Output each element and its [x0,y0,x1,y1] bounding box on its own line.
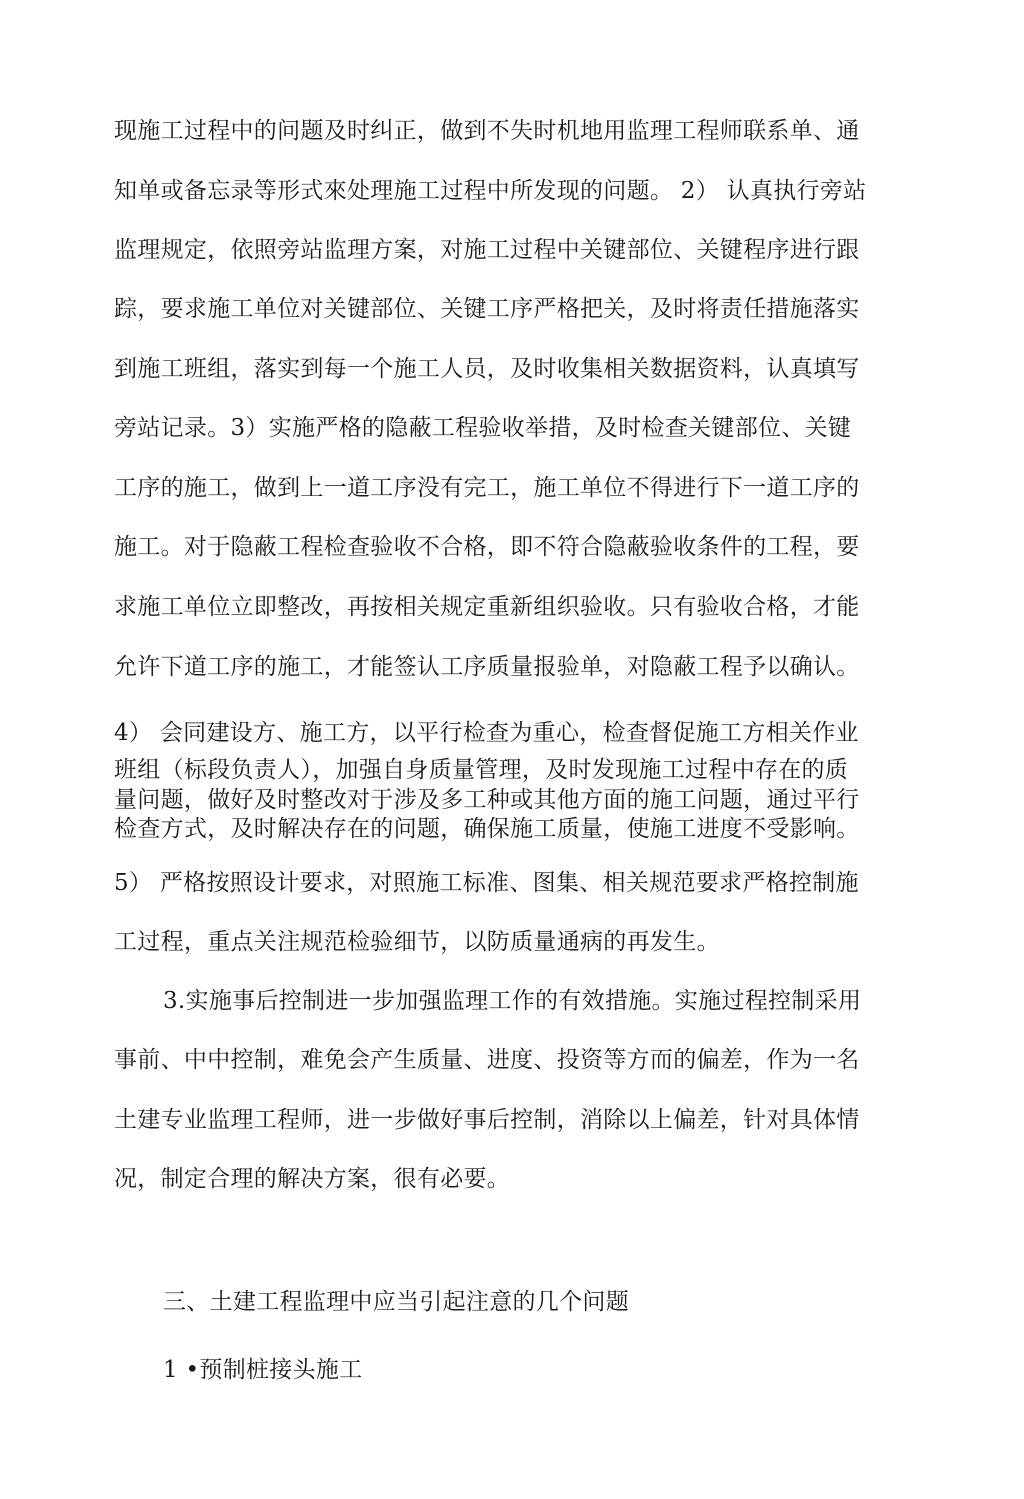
body-text-line: 踪，要求施工单位对关键部位、关键工序严格把关，及时将责任措施落实 [114,296,860,322]
section-heading: 三、土建工程监理中应当引起注意的几个问题 [163,1289,629,1315]
subsection-heading: 1 •预制桩接头施工 [163,1357,363,1383]
body-text-line: 施工。对于隐蔽工程检查验收不合格，即不符合隐蔽验收条件的工程，要 [114,534,860,560]
body-text-line: 监理规定，依照旁站监理方案，对施工过程中关键部位、关键程序进行跟 [114,237,860,263]
body-text-line: 4） 会同建设方、施工方，以平行检查为重心，检查督促施工方相关作业 [114,720,859,746]
body-text-line: 5） 严格按照设计要求，对照施工标准、图集、相关规范要求严格控制施 [114,870,859,896]
body-text-line: 班组（标段负责人），加强自身质量管理，及时发现施工过程中存在的质 [114,757,849,783]
body-text-line: 事前、中中控制，难免会产生质量、进度、投资等方而的偏差，作为一名 [114,1047,860,1073]
paragraph-heading-line: 3.实施事后控制进一步加强监理工作的有效措施。实施过程控制采用 [163,988,862,1014]
body-text-line: 到施工班组，落实到每一个施工人员，及时收集相关数据资料，认真填写 [114,356,860,382]
body-text-line: 工序的施工，做到上一道工序没有完工，施工单位不得进行下一道工序的 [114,475,860,501]
body-text-line: 土建专业监理工程师，进一步做好事后控制，消除以上偏差，针对具体情 [114,1107,860,1133]
body-text-line: 检查方式，及时解决存在的问题，确保施工质量，使施工进度不受影响。 [114,816,860,842]
body-text-line: 量问题，做好及时整改对于涉及多工种或其他方面的施工问题，通过平行 [114,787,860,813]
body-text-line: 现施工过程中的问题及时纠正，做到不失时机地用监理工程师联系单、通 [114,118,860,144]
body-text-line: 求施工单位立即整改，再按相关规定重新组织验收。只有验收合格，才能 [114,594,860,620]
body-text-line: 况，制定合理的解决方案，很有必要。 [114,1166,511,1192]
body-text-line: 允许下道工序的施工，才能签认工序质量报验单，对隐蔽工程予以确认。 [114,654,860,680]
body-text-line: 旁站记录。3）实施严格的隐蔽工程验收举措，及时检查关键部位、关键 [114,415,852,441]
body-text-line: 知单或备忘录等形式來处理施工过程中所发现的问题。 2） 认真执行旁站 [114,178,867,204]
body-text-line: 工过程，重点关注规范检验细节，以防质量通病的再发生。 [114,929,720,955]
